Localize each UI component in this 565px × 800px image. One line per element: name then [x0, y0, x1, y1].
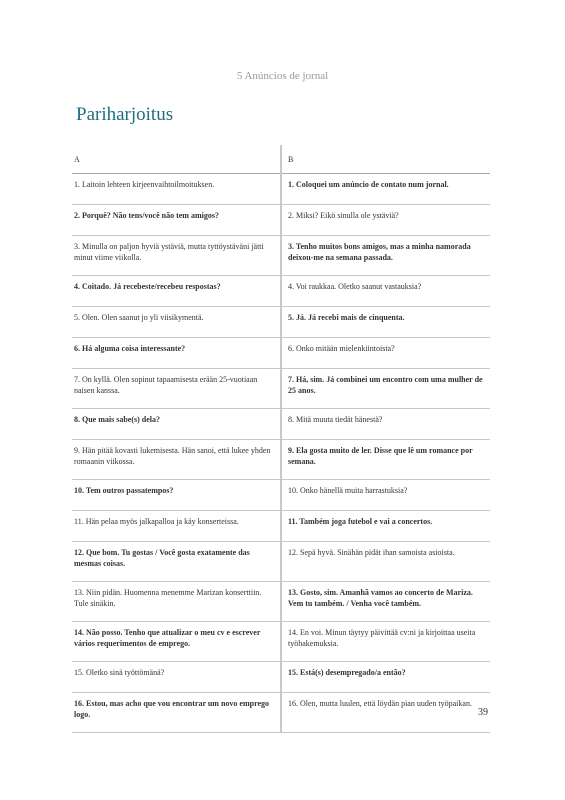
table-row: [72, 409, 490, 440]
cell-column-b: 7. Há, sim. Já combinei um encontro com uma mulher de 25 anos.: [281, 369, 490, 409]
cell-column-b: 1. Coloquei um anúncio de contato num jornal.: [281, 174, 490, 205]
column-b-header: B: [281, 145, 490, 174]
cell-column-a: 8. Que mais sabe(s) dela?: [72, 409, 281, 440]
cell-column-b: 15. Está(s) desempregado/a então?: [281, 662, 490, 693]
cell-column-a: 15. Oletko sinä työttömänä?: [72, 662, 281, 693]
table-row: [72, 693, 490, 733]
table-row: [72, 542, 490, 582]
table-row: [72, 440, 490, 480]
cell-column-a: 13. Niin pidän. Huomenna menemme Marizan konserttiin. Tule sinäkin.: [72, 582, 281, 622]
cell-column-b: 14. En voi. Minun täytyy päivittää cv:ni ja kirjoittaa useita työhakemuksia.: [281, 622, 490, 662]
cell-column-b: 6. Onko mitään mielenkiintoista?: [281, 338, 490, 369]
cell-column-b: 11. Também joga futebol e vai a concertos.: [281, 511, 490, 542]
table-row: [72, 174, 490, 205]
chapter-header: 5 Anúncios de jornal: [236, 70, 329, 82]
cell-column-b: 2. Miksi? Eikö sinulla ole ystäviä?: [281, 205, 490, 236]
cell-column-a: 6. Há alguma coisa interessante?: [72, 338, 281, 369]
table-header-row: [72, 145, 490, 174]
table-row: [72, 369, 490, 409]
table-row: [72, 205, 490, 236]
cell-column-a: 1. Laitoin lehteen kirjeenvaihtoilmoituksen.: [72, 174, 281, 205]
cell-column-b: 16. Olen, mutta luulen, että löydän pian uuden työpaikan.: [281, 693, 490, 733]
cell-column-a: 16. Estou, mas acho que vou encontrar um novo emprego logo.: [72, 693, 281, 733]
cell-column-b: 5. Já. Já recebi mais de cinquenta.: [281, 307, 490, 338]
cell-column-a: 12. Que bom. Tu gostas / Você gosta exatamente das mesmas coisas.: [72, 542, 281, 582]
table-row: [72, 582, 490, 622]
cell-column-a: 2. Porquê? Não tens/você não tem amigos?: [72, 205, 281, 236]
cell-column-b: 4. Voi raukkaa. Oletko saanut vastauksia?: [281, 276, 490, 307]
exercise-table: [72, 145, 490, 733]
cell-column-a: 9. Hän pitää kovasti lukemisesta. Hän sanoi, että lukee yhden romaanin viikossa.: [72, 440, 281, 480]
cell-column-a: 4. Coitado. Já recebeste/recebeu respostas?: [72, 276, 281, 307]
cell-column-a: 10. Tem outros passatempos?: [72, 480, 281, 511]
table-row: [72, 480, 490, 511]
column-a-header: A: [72, 145, 281, 174]
cell-column-b: 3. Tenho muitos bons amigos, mas a minha namorada deixou-me na semana passada.: [281, 236, 490, 276]
table-row: [72, 622, 490, 662]
section-title: Pariharjoitus: [76, 104, 174, 125]
cell-column-a: 3. Minulla on paljon hyviä ystäviä, mutta tyttöystäväni jätti minut viime viikolla.: [72, 236, 281, 276]
table-row: [72, 338, 490, 369]
table-row: [72, 307, 490, 338]
table-row: [72, 511, 490, 542]
table-row: [72, 276, 490, 307]
cell-column-b: 12. Sepä hyvä. Sinähän pidät ihan samoista asioista.: [281, 542, 490, 582]
cell-column-b: 8. Mitä muuta tiedät hänestä?: [281, 409, 490, 440]
cell-column-a: 7. On kyllä. Olen sopinut tapaamisesta erään 25-vuotiaan naisen kanssa.: [72, 369, 281, 409]
cell-column-b: 10. Onko hänellä muita harrastuksia?: [281, 480, 490, 511]
cell-column-b: 9. Ela gosta muito de ler. Disse que lê um romance por semana.: [281, 440, 490, 480]
cell-column-a: 11. Hän pelaa myös jalkapalloa ja käy konserteissa.: [72, 511, 281, 542]
cell-column-b: 13. Gosto, sim. Amanhã vamos ao concerto de Mariza. Vem tu também. / Venha você também.: [281, 582, 490, 622]
table-row: [72, 662, 490, 693]
cell-column-a: 5. Olen. Olen saanut jo yli viisikymentä.: [72, 307, 281, 338]
table-row: [72, 236, 490, 276]
page-number: 39: [478, 707, 488, 718]
cell-column-a: 14. Não posso. Tenho que atualizar o meu cv e escrever vários requerimentos de emprego.: [72, 622, 281, 662]
